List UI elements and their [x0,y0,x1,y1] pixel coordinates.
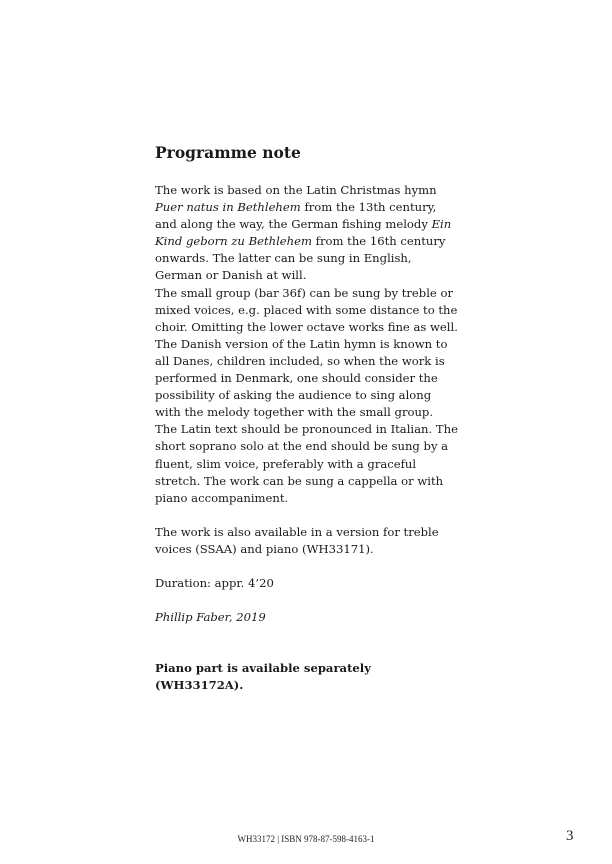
melody-title: Ein Kind geborn zu Bethlehem [155,217,452,249]
paragraph-alternate-version: The work is also available in a version for treble voices (SSAA) and piano (WH33171). [155,524,439,556]
text-segment: The work is based on the Latin Christmas hymn [155,183,437,197]
paragraph-small-group: The small group (bar 36f) can be sung by treble or mixed voices, e.g. placed with some distance to the choir. Omitting the lower octave works fine as well. The Danish version of the Latin hymn is known to all Danes, children included, so when the work is performed in Denmark, one should consider the possibility of asking the audience to sing along with the melody together with the small group. [155,285,458,420]
paragraph-pronunciation: The Latin text should be pronounced in Italian. The short soprano solo at the end should be sung by a fluent, slim voice, preferably with a graceful stretch. The work can be sung a cappella or with piano accompaniment. [155,422,458,505]
text-segment: from the 16th century onwards. The latter can be sung in English, German or Danish at will. [155,234,446,283]
page-title: Programme note [155,143,301,162]
text-segment: from the 13th century, and along the way, the German fishing melody [155,200,437,232]
piano-part-note: Piano part is available separately (WH33172A). [155,661,371,693]
duration: Duration: appr. 4’20 [155,575,274,590]
page-number: 3 [566,828,574,844]
programme-note [155,142,460,694]
hymn-title: Puer natus in Bethlehem [155,200,301,215]
paragraph-origin [155,182,460,285]
footer-catalogue: WH33172 | ISBN 978-87-598-4163-1 [237,834,375,844]
signature: Phillip Faber, 2019 [155,610,266,625]
note-body [155,182,460,694]
